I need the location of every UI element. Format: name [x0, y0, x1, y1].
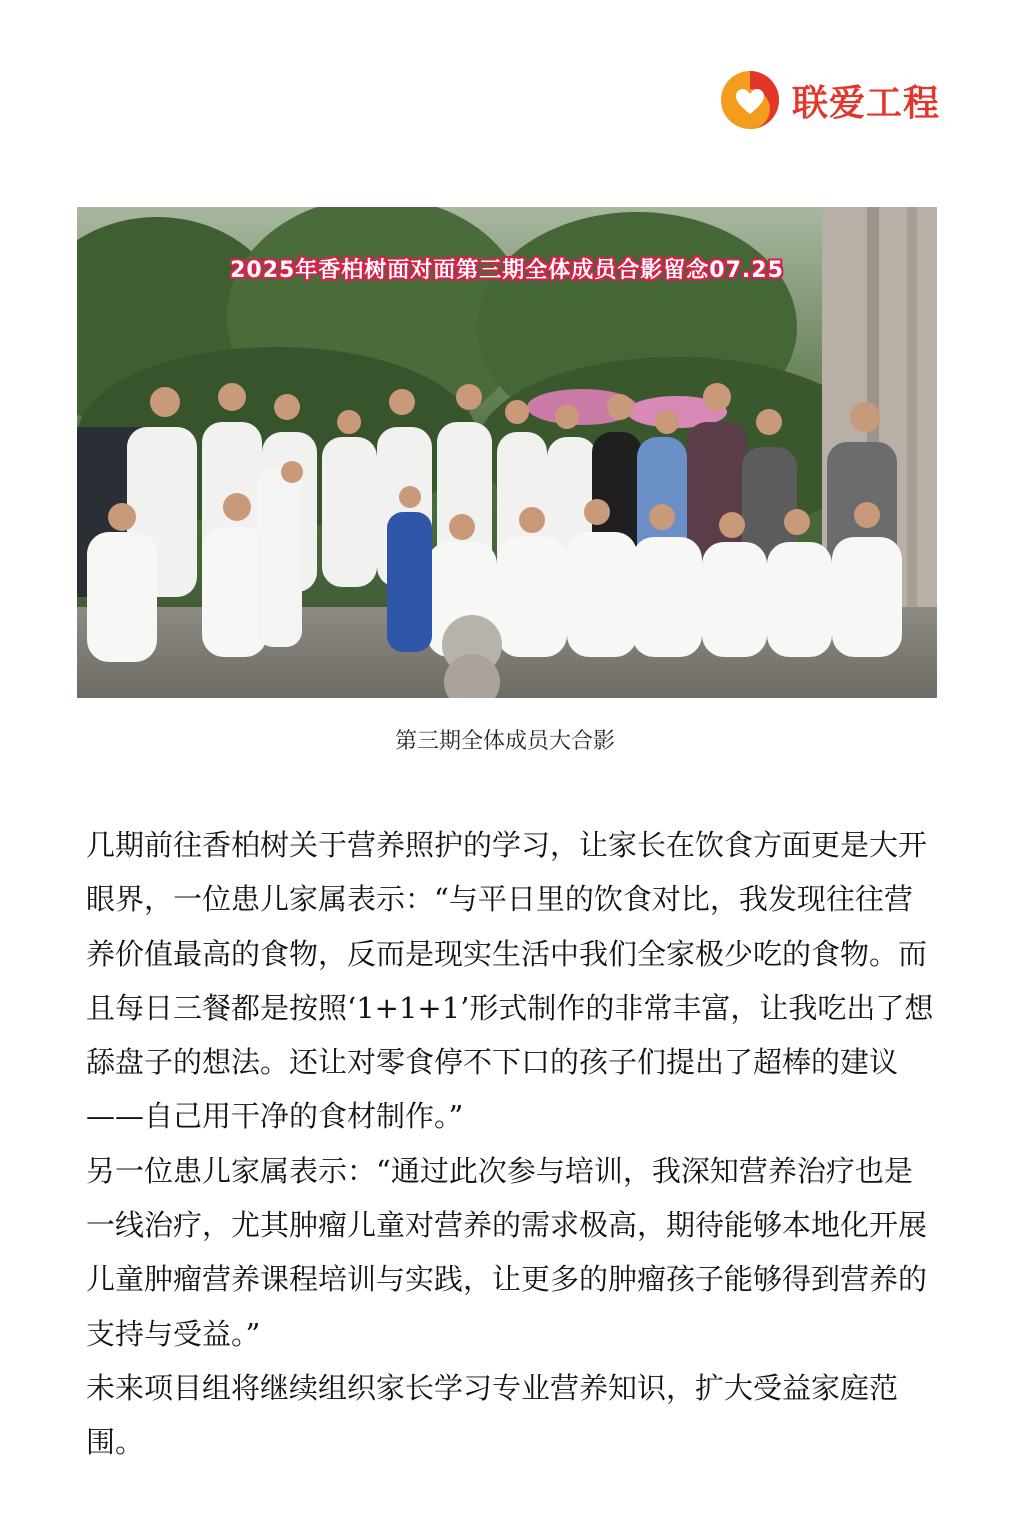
- photo-overlay-title: 2025年香柏树面对面第三期全体成员合影留念07.25: [230, 258, 784, 283]
- article-paragraph: 另一位患儿家属表示：“通过此次参与培训，我深知营养治疗也是一线治疗，尤其肿瘤儿童对营养的需求极高，期待能够本地化开展儿童肿瘤营养课程培训与实践，让更多的肿瘤孩子能够得到营养的支持与受益。”: [86, 1153, 928, 1351]
- article-body: [86, 818, 936, 1470]
- photo-caption: 第三期全体成员大合影: [394, 729, 615, 754]
- group-photo: [77, 207, 937, 698]
- article-paragraph: 未来项目组将继续组织家长学习专业营养知识，扩大受益家庭范围。: [86, 1370, 899, 1460]
- article-paragraph: 几期前往香柏树关于营养照护的学习，让家长在饮食方面更是大开眼界，一位患儿家属表示：“与平日里的饮食对比，我发现往往营养价值最高的食物，反而是现实生活中我们全家极少吃的食物。而且每日三餐都是按照‘1+1+1’形式制作的非常丰富，让我吃出了想舔盘子的想法。还让对零食停不下口的孩子们提出了超棒的建议——自己用干净的食材制作。”: [86, 828, 934, 1134]
- heart-swirl-logo-icon: [718, 68, 782, 132]
- brand-logo: [718, 66, 940, 134]
- brand-name: 联爱工程: [792, 82, 941, 124]
